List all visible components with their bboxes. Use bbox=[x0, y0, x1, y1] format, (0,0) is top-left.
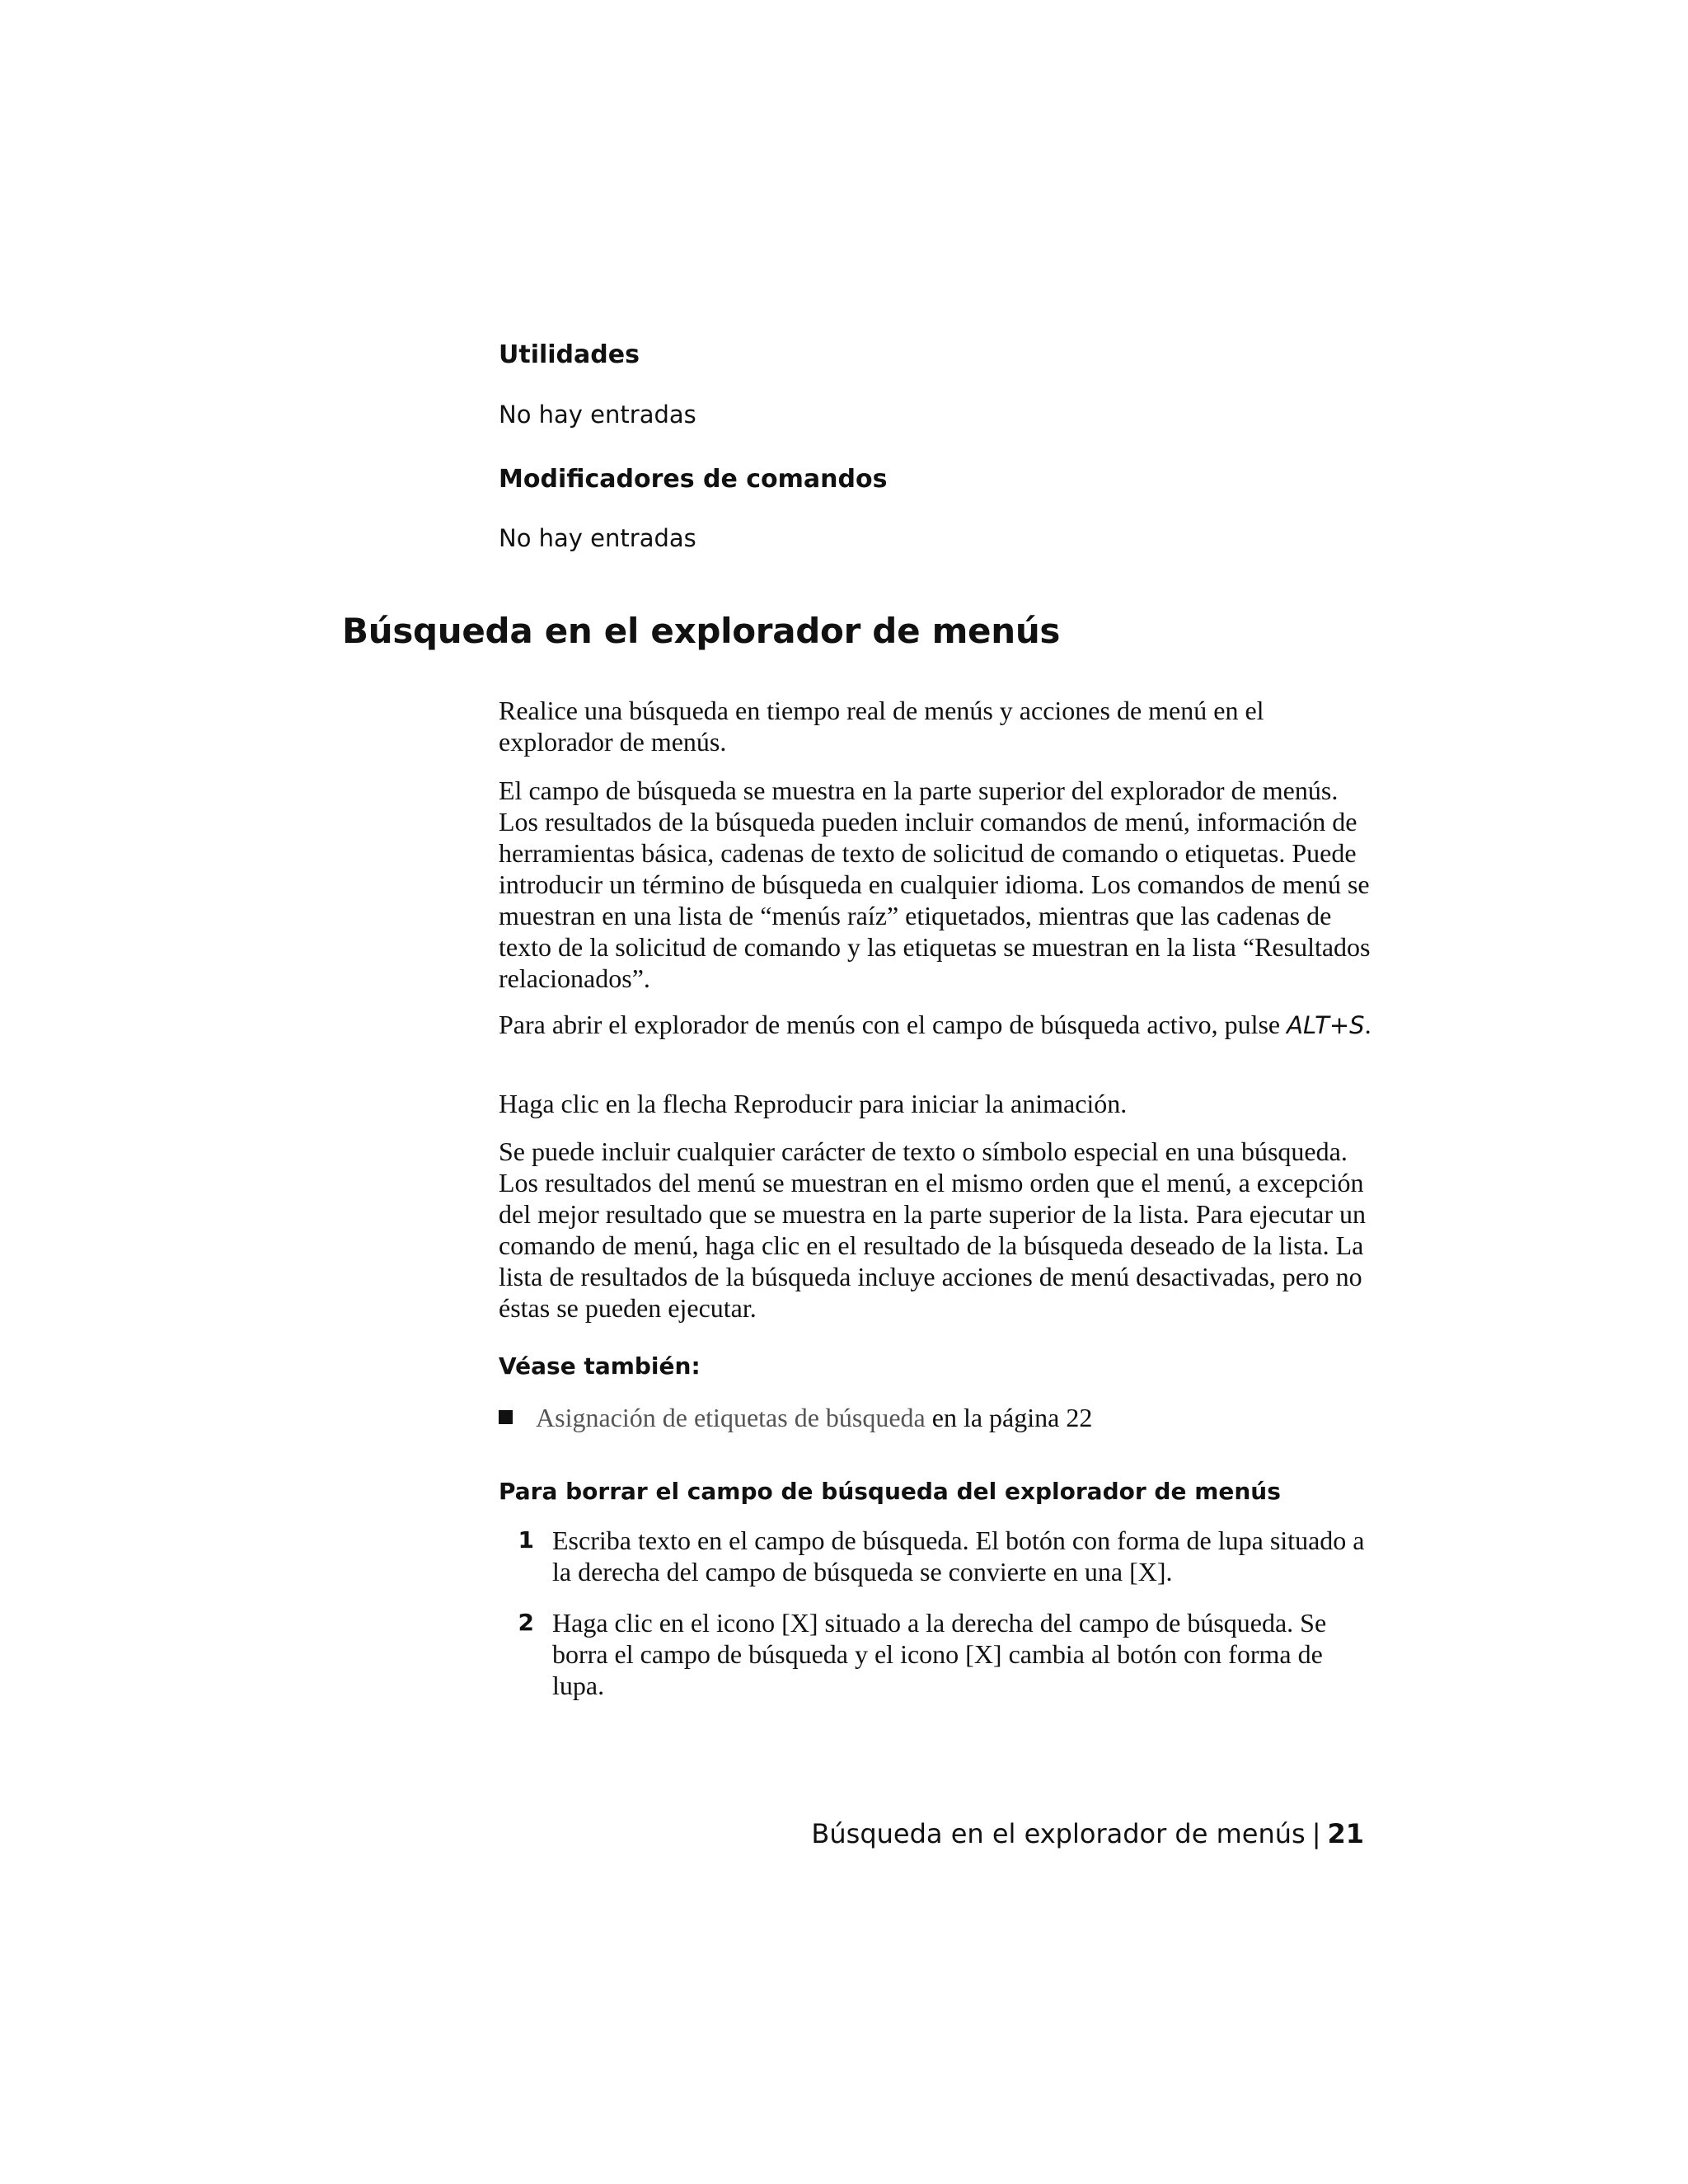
page-number: 21 bbox=[1327, 1818, 1364, 1849]
step-text: Haga clic en el icono [X] situado a la derecha del campo de búsqueda. Se borra el campo de búsqueda y el icono [X] cambia al botón con forma de lupa. bbox=[552, 1608, 1327, 1700]
page-footer bbox=[811, 1817, 1364, 1850]
see-also-heading: Véase también: bbox=[499, 1352, 701, 1380]
procedure-step bbox=[499, 1525, 1372, 1587]
see-also-link[interactable]: Asignación de etiquetas de búsqueda bbox=[536, 1403, 926, 1432]
see-also-list bbox=[499, 1401, 1372, 1434]
procedure-step bbox=[499, 1607, 1372, 1701]
footer-separator: | bbox=[1311, 1818, 1321, 1849]
see-also-suffix: en la página 22 bbox=[925, 1403, 1093, 1432]
section-title: Búsqueda en el explorador de menús bbox=[342, 611, 1061, 651]
search-field-paragraph: El campo de búsqueda se muestra en la parte superior del explorador de menús. Los resultados de la búsqueda pueden incluir comandos de menú, información de herramientas básica, cadenas de texto de solicitud de comando o etiquetas. Puede introducir un término de búsqueda en cualquier idioma. Los comandos de menú se muestran en una lista de “menús raíz” etiquetados, mientras que las cadenas de texto de la solicitud de comando y las etiquetas se muestran en la lista “Resultados relacionados”. bbox=[499, 776, 1371, 993]
modificadores-heading: Modificadores de comandos bbox=[499, 465, 888, 494]
modificadores-text: No hay entradas bbox=[499, 524, 696, 552]
see-also-item bbox=[499, 1401, 1372, 1434]
animation-paragraph: Haga clic en la flecha Reproducir para iniciar la animación. bbox=[499, 1089, 1128, 1118]
footer-title: Búsqueda en el explorador de menús bbox=[811, 1818, 1306, 1849]
square-bullet-icon bbox=[499, 1410, 513, 1424]
utilidades-heading: Utilidades bbox=[499, 340, 640, 369]
step-number: 2 bbox=[518, 1609, 534, 1636]
utilidades-text: No hay entradas bbox=[499, 401, 696, 429]
step-text: Escriba texto en el campo de búsqueda. El botón con forma de lupa situado a la derecha del campo de búsqueda se convierte en una [X]. bbox=[552, 1526, 1365, 1586]
shortcut-paragraph-text: Para abrir el explorador de menús con el campo de búsqueda activo, pulse bbox=[499, 1010, 1287, 1039]
procedure-steps bbox=[499, 1525, 1372, 1721]
shortcut-suffix: . bbox=[1364, 1010, 1372, 1039]
special-chars-paragraph: Se puede incluir cualquier carácter de texto o símbolo especial en una búsqueda. Los resultados del menú se muestran en el mismo orden que el menú, a excepción del mejor resultado que se muestra en la parte superior de la lista. Para ejecutar un comando de menú, haga clic en el resultado de la búsqueda deseado de la lista. La lista de resultados de la búsqueda incluye acciones de menú desactivadas, pero no éstas se pueden ejecutar. bbox=[499, 1137, 1367, 1323]
shortcut-paragraph bbox=[499, 1009, 1372, 1041]
shortcut-key: ALT+S bbox=[1287, 1011, 1365, 1039]
procedure-heading: Para borrar el campo de búsqueda del explorador de menús bbox=[499, 1478, 1281, 1505]
step-number: 1 bbox=[518, 1526, 534, 1554]
intro-paragraph: Realice una búsqueda en tiempo real de menús y acciones de menú en el explorador de menús. bbox=[499, 696, 1264, 757]
